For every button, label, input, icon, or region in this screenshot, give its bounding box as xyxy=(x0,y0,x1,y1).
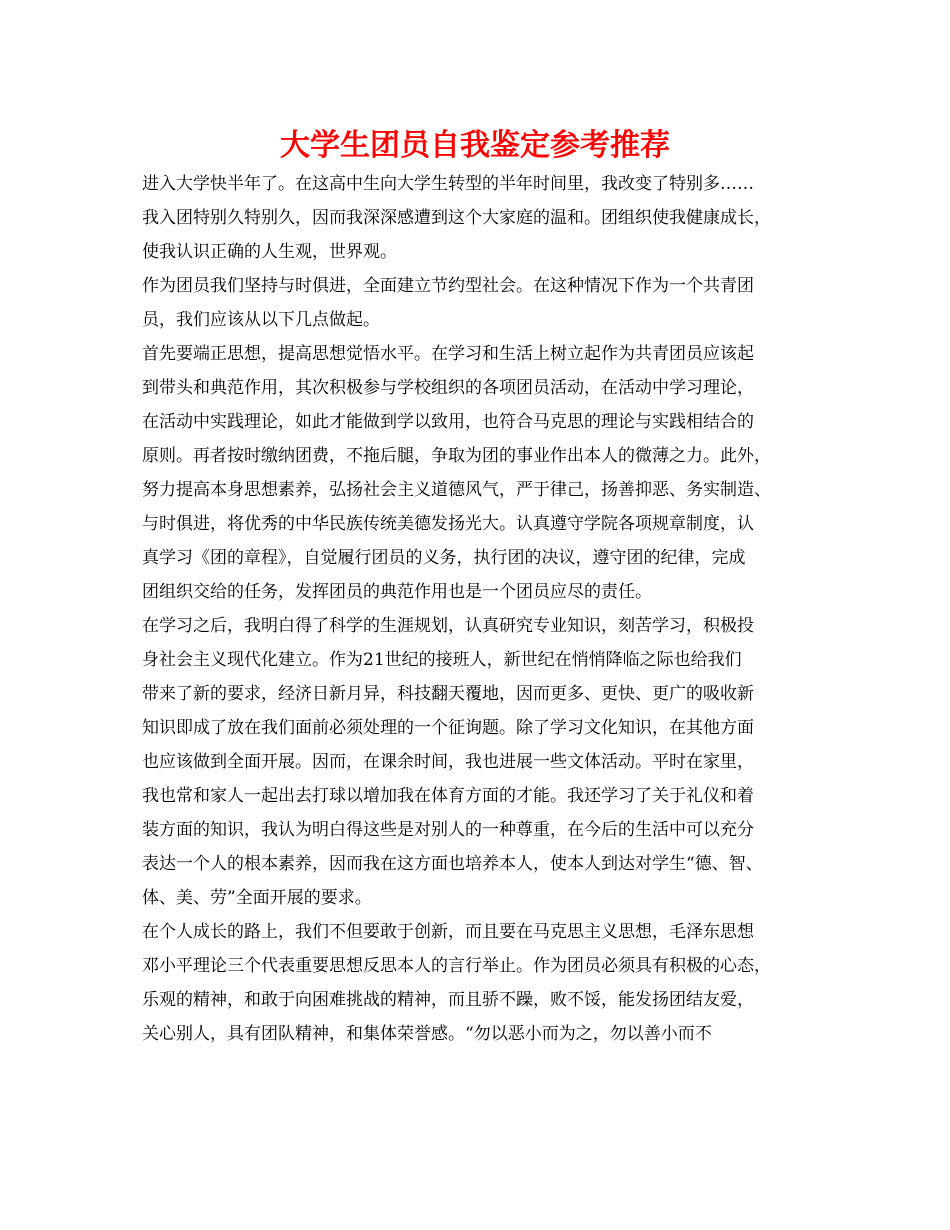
text-line: 体、美、劳”全面开展的要求。 xyxy=(142,888,372,908)
text-line: 也应该做到全面开展。因而，在课余时间，我也进展一些文体活动。平时在家里， xyxy=(142,752,754,772)
text-line: 在学习之后，我明白得了科学的生涯规划，认真研究专业知识，刻苦学习，积极投 xyxy=(142,616,754,636)
text-line: 知识即成了放在我们面前必须处理的一个征询题。除了学习文化知识，在其他方面 xyxy=(142,718,754,738)
text-line: 我也常和家人一起出去打球以增加我在体育方面的才能。我还学习了关于礼仪和着 xyxy=(142,786,754,806)
text-line: 作为团员我们坚持与时俱进，全面建立节约型社会。在这种情况下作为一个共青团 xyxy=(142,276,754,296)
text-line: 在个人成长的路上，我们不但要敢于创新，而且要在马克思主义思想，毛泽东思想 xyxy=(142,922,754,942)
text-line: 邓小平理论三个代表重要思想反思本人的言行举止。作为团员必须具有积极的心态， xyxy=(142,956,771,976)
text-line: 到带头和典范作用，其次积极参与学校组织的各项团员活动，在活动中学习理论， xyxy=(142,378,754,398)
text-line: 在活动中实践理论，如此才能做到学以致用，也符合马克思的理论与实践相结合的 xyxy=(142,412,754,432)
text-line: 进入大学快半年了。在这高中生向大学生转型的半年时间里，我改变了特别多…… xyxy=(142,174,754,194)
text-line: 使我认识正确的人生观，世界观。 xyxy=(142,242,397,262)
text-line: 原则。再者按时缴纳团费，不拖后腿，争取为团的事业作出本人的微薄之力。此外， xyxy=(142,446,771,466)
document-title: 大学生团员自我鉴定参考推荐 xyxy=(280,128,670,163)
text-line: 员，我们应该从以下几点做起。 xyxy=(142,310,380,330)
text-line: 表达一个人的根本素养，因而我在这方面也培养本人，使本人到达对学生“德、智、 xyxy=(142,854,763,874)
text-line: 团组织交给的任务，发挥团员的典范作用也是一个团员应尽的责任。 xyxy=(142,582,652,602)
text-line: 身社会主义现代化建立。作为21世纪的接班人，新世纪在悄悄降临之际也给我们 xyxy=(142,650,742,670)
text-line: 乐观的精神，和敢于向困难挑战的精神，而且骄不躁，败不馁，能发扬团结友爱， xyxy=(142,990,754,1010)
document-body xyxy=(142,167,842,1051)
text-line: 努力提高本身思想素养，弘扬社会主义道德风气，严于律己，扬善抑恶、务实制造、 xyxy=(142,480,771,500)
text-line: 关心别人，具有团队精神，和集体荣誉感。“勿以恶小而为之，勿以善小而不 xyxy=(142,1024,712,1044)
text-line: 我入团特别久特别久，因而我深深感遭到这个大家庭的温和。团组织使我健康成长， xyxy=(142,208,771,228)
text-line: 真学习《团的章程》，自觉履行团员的义务，执行团的决议，遵守团的纪律，完成 xyxy=(142,548,746,568)
text-line: 与时俱进，将优秀的中华民族传统美德发扬光大。认真遵守学院各项规章制度，认 xyxy=(142,514,754,534)
text-line: 带来了新的要求，经济日新月异，科技翻天覆地，因而更多、更快、更广的吸收新 xyxy=(142,684,754,704)
text-line: 首先要端正思想，提高思想觉悟水平。在学习和生活上树立起作为共青团员应该起 xyxy=(142,344,754,364)
text-line: 装方面的知识，我认为明白得这些是对别人的一种尊重，在今后的生活中可以充分 xyxy=(142,820,754,840)
